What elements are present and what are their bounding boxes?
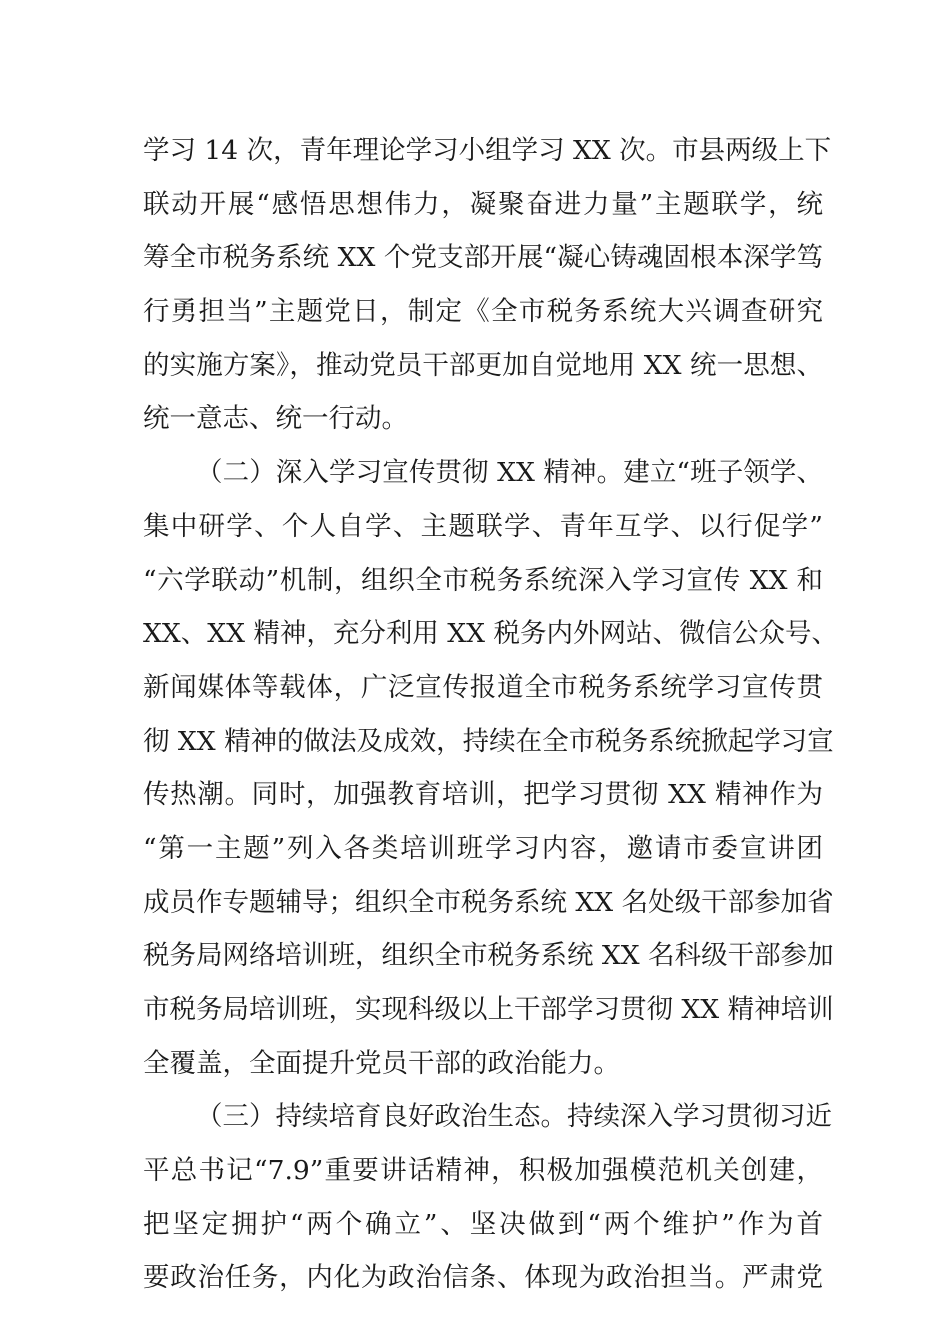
text-line: XX、XX 精神，充分利用 XX 税务内外网站、微信公众号、 [143,618,838,650]
text-line: 平总书记“7.9”重要讲话精神，积极加强模范机关创建， [143,1155,823,1187]
text-line: 税务局网络培训班，组织全市税务系统 XX 名科级干部参加 [143,940,834,972]
text-line: 的实施方案》，推动党员干部更加自觉地用 XX 统一思想、 [143,349,823,381]
text-line: 统一意志、统一行动。 [143,403,408,435]
text-line: 市税务局培训班，实现科级以上干部学习贯彻 XX 精神培训 [143,994,834,1025]
text-line: 传热潮。同时，加强教育培训，把学习贯彻 XX 精神作为 [143,779,823,811]
text-line: 筹全市税务系统 XX 个党支部开展“凝心铸魂固根本深学笃 [143,242,823,274]
text-line: 要政治任务，内化为政治信条、体现为政治担当。严肃党 [143,1262,823,1294]
section-heading-line: （二）深入学习宣传贯彻 XX 精神。建立“班子领学、 [196,457,823,489]
text-line: 全覆盖，全面提升党员干部的政治能力。 [143,1047,620,1079]
text-line: 集中研学、个人自学、主题联学、青年互学、以行促学” [143,510,823,542]
text-line: 彻 XX 精神的做法及成效，持续在全市税务系统掀起学习宣 [143,725,834,757]
text-line: 行勇担当”主题党日，制定《全市税务系统大兴调查研究 [143,296,823,328]
text-line: “第一主题”列入各类培训班学习内容，邀请市委宣讲团 [143,832,823,864]
section-heading-line: （三）持续培育良好政治生态。持续深入学习贯彻习近 [196,1101,832,1133]
text-line: 新闻媒体等载体，广泛宣传报道全市税务系统学习宣传贯 [143,671,823,703]
document-body [143,124,838,1305]
text-line: 学习 14 次，青年理论学习小组学习 XX 次。市县两级上下 [143,135,832,166]
text-line: “六学联动”机制，组织全市税务系统深入学习宣传 XX 和 [143,564,823,596]
text-line: 成员作专题辅导；组织全市税务系统 XX 名处级干部参加省 [143,886,834,918]
text-line: 联动开展“感悟思想伟力，凝聚奋进力量”主题联学，统 [143,188,823,220]
text-line: 把坚定拥护“两个确立”、坚决做到“两个维护”作为首 [143,1208,823,1240]
